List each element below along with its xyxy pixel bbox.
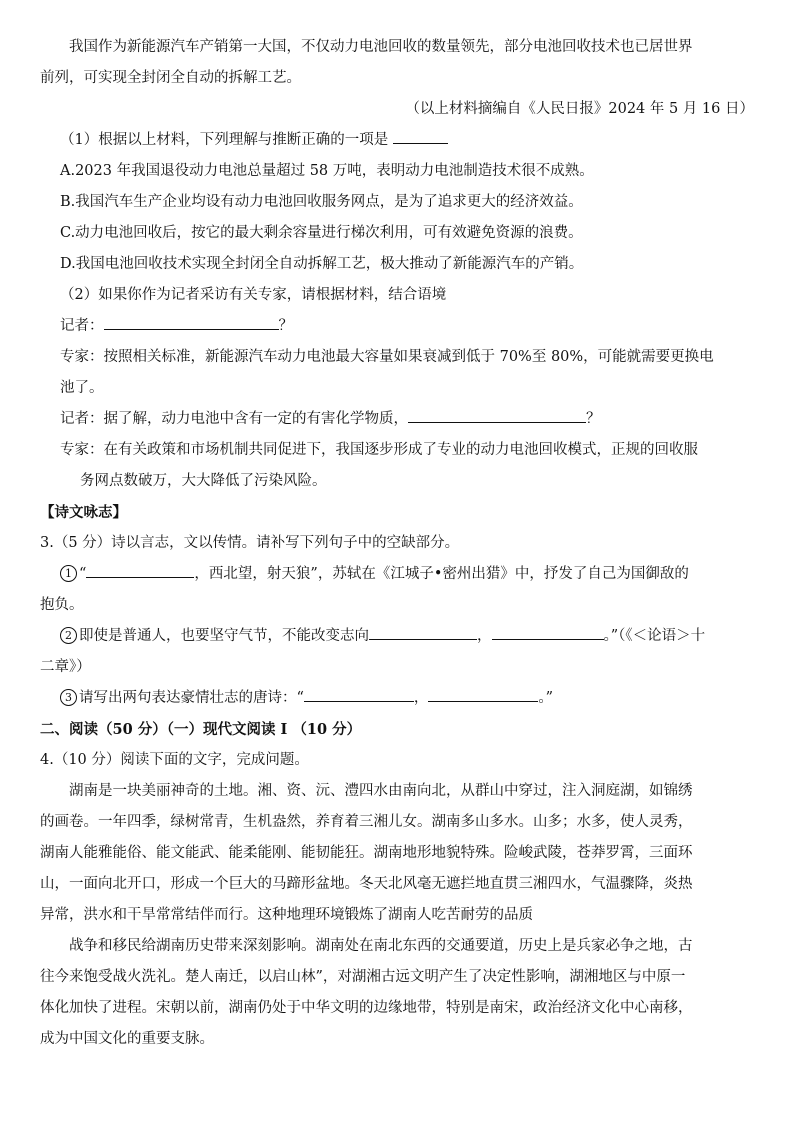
q3-item-2-sep: ，: [477, 628, 492, 644]
material-paragraph-line-2: 前列，可实现全封闭全自动的拆解工艺。: [40, 70, 301, 86]
q4-stem: 4.（10 分）阅读下面的文字，完成问题。: [40, 752, 309, 768]
q3-item-3: [40, 683, 758, 714]
q3-item-3-text: 请写出两句表达豪情壮志的唐诗：“: [79, 690, 304, 706]
passage-p2-line-2: 往今来饱受战火洗礼。楚人南迁，以启山林”，对湖湘古远文明产生了决定性影响，湖湘地区与中原一: [40, 969, 686, 985]
q3-item-1-text: ，西北望，射天狼”，苏轼在《江城子•密州出猎》中，抒发了自己为国御敌的: [194, 566, 689, 582]
q3-item-2-text: 即使是普通人，也要坚守气节，不能改变志向: [79, 628, 369, 644]
passage-p1-line-1: 湖南是一块美丽神奇的土地。湘、资、沅、澧四水由南向北，从群山中穿过，注入洞庭湖，如锦绣: [69, 783, 693, 799]
q3-stem: 3.（5 分）诗以言志，文以传情。请补写下列句子中的空缺部分。: [40, 535, 460, 551]
circled-number-1: 1: [60, 565, 77, 582]
q1-option-a: A.2023 年我国退役动力电池总量超过 58 万吨，表明动力电池制造技术很不成熟。: [60, 163, 594, 179]
q3-item-1: [40, 559, 758, 590]
reporter-2-prefix: 记者：据了解，动力电池中含有一定的有害化学物质，: [60, 411, 408, 427]
q1-answer-blank[interactable]: [393, 129, 448, 145]
reporter-1-blank[interactable]: [104, 315, 279, 331]
q2-reporter-1: [40, 311, 758, 342]
q3-item-2-line-2: 二章》）: [40, 659, 91, 675]
q1-option-d: D.我国电池回收技术实现全封闭全自动拆解工艺，极大推动了新能源汽车的产销。: [60, 256, 584, 272]
q3-item-3-sep: ，: [413, 690, 429, 706]
q1-option-c: C.动力电池回收后，按它的最大剩余容量进行梯次利用，可有效避免资源的浪费。: [60, 225, 583, 241]
q3-item-1-blank[interactable]: [86, 563, 194, 579]
q3-item-1-line-2: 抱负。: [40, 597, 84, 613]
reporter-2-suffix: ？: [586, 411, 601, 427]
q2-expert-1-line-1: 专家：按照相关标准，新能源汽车动力电池最大容量如果衰减到低于 70%至 80%，可能就需要更换电: [60, 349, 714, 365]
q2-expert-2-line-1: 专家：在有关政策和市场机制共同促进下，我国逐步形成了专业的动力电池回收模式，正规的回收服: [60, 442, 698, 458]
q3-item-2: [40, 621, 758, 652]
reporter-2-blank[interactable]: [408, 408, 586, 424]
circled-number-2: 2: [60, 627, 77, 644]
passage-p1-line-2: 的画卷。一年四季，绿树常青，生机盎然，养育着三湘儿女。湖南多山多水。山多；水多，使人灵秀，: [40, 814, 693, 830]
reporter-1-suffix: ？: [278, 318, 293, 334]
q3-item-2-blank-1[interactable]: [369, 625, 477, 641]
q3-item-2-end: 。”（《＜论语＞十: [603, 628, 706, 644]
q1-stem: [40, 125, 758, 156]
q3-item-3-end: 。”: [538, 690, 554, 706]
passage-p2-line-4: 成为中国文化的重要支脉。: [40, 1031, 214, 1047]
q3-item-2-blank-2[interactable]: [492, 625, 604, 641]
section-poetry-heading: 【诗文咏志】: [40, 504, 127, 521]
passage-p1-line-4: 山，一面向北开口，形成一个巨大的马蹄形盆地。冬天北风毫无遮拦地直贯三湘四水，气温骤降，炎热: [40, 876, 693, 892]
passage-p2-line-1: 战争和移民给湖南历史带来深刻影响。湖南处在南北东西的交通要道，历史上是兵家必争之地，古: [69, 938, 693, 954]
passage-p1-line-3: 湖南人能雅能俗、能文能武、能柔能刚、能韧能狂。湖南地形地貌特殊。险峻武陵，苍莽罗霄，三面环: [40, 845, 693, 861]
q1-option-b: B.我国汽车生产企业均设有动力电池回收服务网点，是为了追求更大的经济效益。: [60, 194, 583, 210]
q2-stem: （2）如果你作为记者采访有关专家，请根据材料，结合语境: [60, 287, 447, 303]
circled-number-3: 3: [60, 689, 77, 706]
section-reading-heading: 二、阅读（50 分）（一）现代文阅读 I （10 分）: [40, 721, 362, 738]
q1-stem-text: （1）根据以上材料，下列理解与推断正确的一项是: [60, 132, 389, 148]
q2-expert-2-line-2: 务网点数破万，大大降低了污染风险。: [80, 473, 327, 489]
passage-p1-line-5: 异常，洪水和干旱常常结伴而行。这种地理环境锻炼了湖南人吃苦耐劳的品质: [40, 907, 533, 923]
q3-item-3-blank-2[interactable]: [428, 687, 538, 703]
passage-p2-line-3: 体化加快了进程。宋朝以前，湖南仍处于中华文明的边缘地带，特别是南宋，政治经济文化中心南移，: [40, 1000, 693, 1016]
q3-item-3-blank-1[interactable]: [304, 687, 414, 703]
q2-reporter-2: [40, 404, 758, 435]
material-source: （以上材料摘编自《人民日报》2024 年 5 月 16 日）: [405, 101, 754, 117]
q2-expert-1-line-2: 池了。: [60, 380, 104, 396]
reporter-1-prefix: 记者：: [60, 318, 104, 334]
material-paragraph-line-1: 我国作为新能源汽车产销第一大国，不仅动力电池回收的数量领先，部分电池回收技术也已居世界: [69, 39, 693, 55]
q3-item-1-open: “: [79, 566, 87, 582]
